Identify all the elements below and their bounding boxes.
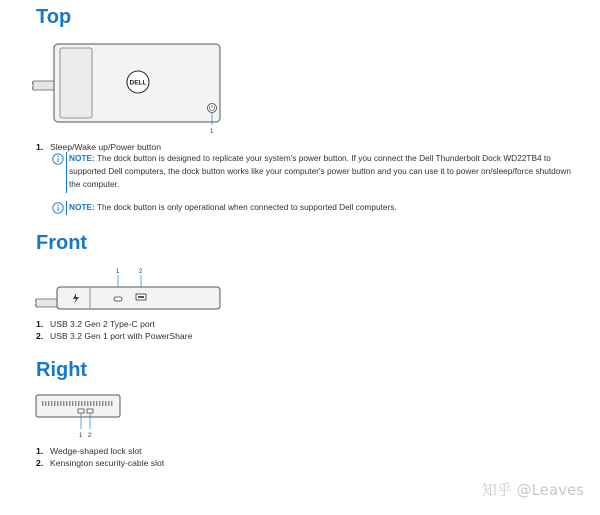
note-label: NOTE: xyxy=(69,153,95,163)
note-label: NOTE: xyxy=(69,202,95,212)
list-item: 2. Kensington security-cable slot xyxy=(36,458,165,468)
kensington-slot xyxy=(87,409,93,413)
watermark: 知乎 @Leaves xyxy=(481,481,584,499)
list-item: 1. Sleep/Wake up/Power button xyxy=(36,142,161,152)
right-item-list xyxy=(36,445,164,469)
section-heading-front: Front xyxy=(36,232,88,254)
note-text: The dock button is only operational when connected to supported Dell computers. xyxy=(96,202,397,212)
info-circle-icon xyxy=(52,153,64,165)
front-item-list xyxy=(36,318,192,342)
info-circle-icon xyxy=(52,202,64,214)
dock-right-diagram xyxy=(34,393,124,441)
section-heading-top: Top xyxy=(36,6,72,28)
dock-front-diagram xyxy=(30,264,230,316)
list-item: 1. Wedge-shaped lock slot xyxy=(36,446,142,456)
dock-top-diagram xyxy=(30,42,230,138)
wedge-lock-slot xyxy=(78,409,84,413)
callout-front-1: 1 xyxy=(116,269,120,275)
callout-top-1: 1 xyxy=(210,129,214,135)
callout-front-2: 2 xyxy=(139,269,143,275)
usb-c-port xyxy=(114,297,122,301)
dell-logo-text: DELL xyxy=(129,79,147,87)
callout-right-2: 2 xyxy=(88,433,92,439)
list-item: 1. USB 3.2 Gen 2 Type-C port xyxy=(36,319,155,329)
note-top-1 xyxy=(52,152,572,191)
list-item: 2. USB 3.2 Gen 1 port with PowerShare xyxy=(36,331,193,341)
section-heading-right: Right xyxy=(36,359,88,381)
note-top-2 xyxy=(52,201,572,214)
callout-right-1: 1 xyxy=(79,433,83,439)
note-text: The dock button is designed to replicate your system's power button. If you connect the Dell Thunderbolt Dock WD22TB4 to supported Dell computers, the dock button works like your computer's power button and you can use it to power on/sleep/force shutdown the computer. xyxy=(69,153,571,189)
power-button-icon xyxy=(208,104,217,113)
